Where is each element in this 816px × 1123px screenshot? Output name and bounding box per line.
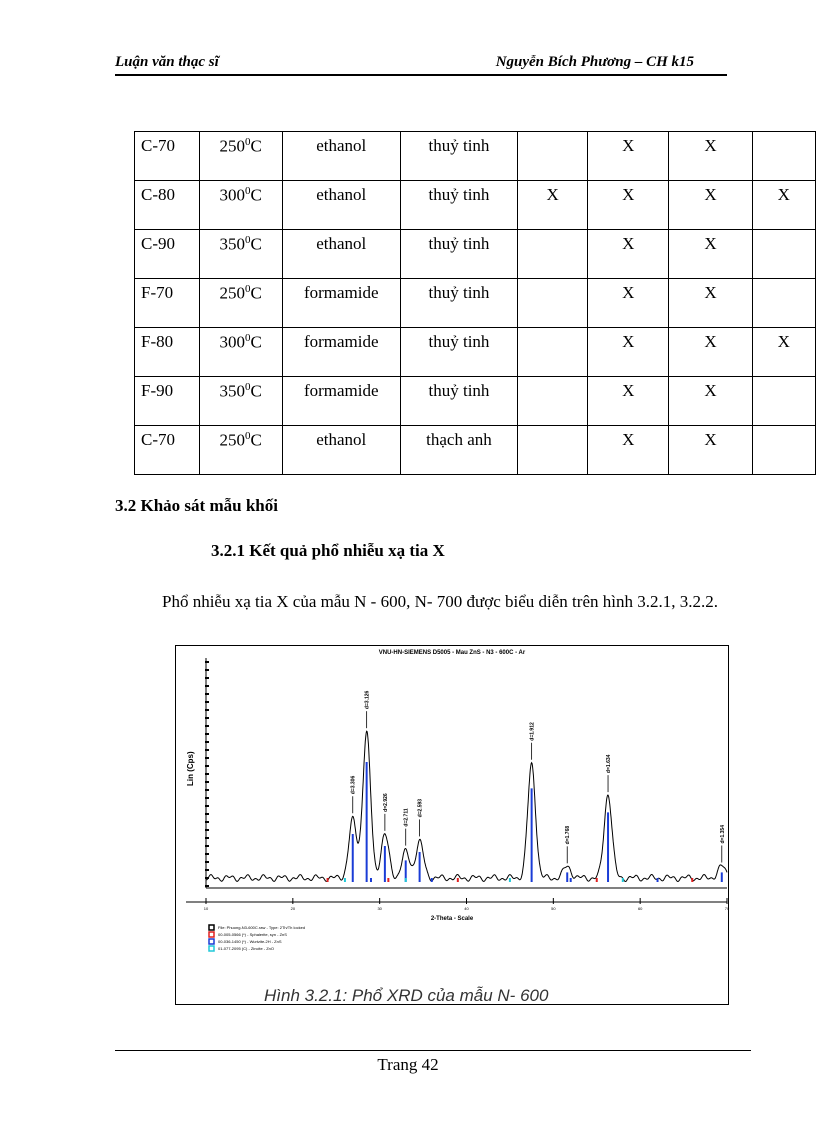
cell-code: F-90 <box>135 377 200 426</box>
cell-substrate: thạch anh <box>400 426 517 475</box>
cell-c2: X <box>588 328 669 377</box>
cell-temperature: $350^0C$ <box>199 230 282 279</box>
cell-c4: X <box>752 181 815 230</box>
subsection-title: 3.2.1 Kết quả phổ nhiễu xạ tia X <box>211 541 445 560</box>
cell-c2: X <box>588 426 669 475</box>
cell-code: F-80 <box>135 328 200 377</box>
x-tick-label: 10 <box>203 906 209 911</box>
cell-c2: X <box>588 230 669 279</box>
peak-label: d=1.912 <box>529 722 536 741</box>
cell-c3: X <box>669 181 752 230</box>
legend-swatch <box>209 939 214 944</box>
cell-c2: X <box>588 132 669 181</box>
x-tick-label: 40 <box>464 906 469 911</box>
cell-c4: X <box>752 328 815 377</box>
legend-entry: 00-036-1450 (*) - Wurtzite-2H - ZnS <box>218 939 282 944</box>
xrd-trace <box>206 731 727 881</box>
cell-solvent: ethanol <box>282 181 400 230</box>
y-axis-label: Lin (Cps) <box>186 751 195 786</box>
table-row <box>135 426 816 475</box>
cell-c1 <box>518 426 588 475</box>
chart-title: VNU-HN-SIEMENS D5005 - Mau ZnS - N3 - 600C - Ar <box>378 650 526 656</box>
section-title: 3.2 Khảo sát mẫu khối <box>115 496 278 515</box>
cell-temperature: $250^0C$ <box>199 279 282 328</box>
cell-substrate: thuỷ tinh <box>400 132 517 181</box>
xrd-figure <box>175 645 729 1005</box>
table-row <box>135 328 816 377</box>
cell-temperature: $300^0C$ <box>199 328 282 377</box>
cell-c3: X <box>669 426 752 475</box>
legend-swatch <box>209 925 214 930</box>
cell-c4 <box>752 132 815 181</box>
cell-c3: X <box>669 132 752 181</box>
cell-solvent: formamide <box>282 328 400 377</box>
cell-solvent: ethanol <box>282 230 400 279</box>
table-row <box>135 230 816 279</box>
x-tick-label: 50 <box>551 906 556 911</box>
x-tick-label: 30 <box>377 906 382 911</box>
body-paragraph: Phổ nhiễu xạ tia X của mẫu N - 600, N- 700 được biểu diễn trên hình 3.2.1, 3.2.2. <box>162 592 718 611</box>
cell-code: C-90 <box>135 230 200 279</box>
footer-rule <box>115 1050 751 1051</box>
cell-solvent: formamide <box>282 377 400 426</box>
cell-temperature: $250^0C$ <box>199 132 282 181</box>
cell-code: C-70 <box>135 132 200 181</box>
cell-c1: X <box>518 181 588 230</box>
x-tick-label: 60 <box>637 906 643 911</box>
cell-solvent: ethanol <box>282 426 400 475</box>
cell-c1 <box>518 377 588 426</box>
cell-c1 <box>518 132 588 181</box>
cell-c3: X <box>669 377 752 426</box>
cell-solvent: formamide <box>282 279 400 328</box>
legend-entry: 00-005-0566 (*) - Sphalerite, syn - ZnS <box>218 932 287 937</box>
cell-c1 <box>518 279 588 328</box>
cell-substrate: thuỷ tinh <box>400 377 517 426</box>
cell-c3: X <box>669 279 752 328</box>
cell-c3: X <box>669 328 752 377</box>
cell-c4 <box>752 279 815 328</box>
peak-label: d=2.593 <box>417 798 424 818</box>
legend-entry: File: Phuong-N3-600C.raw - Type: 2Th/Th locked <box>218 925 306 930</box>
page-header <box>115 52 727 76</box>
cell-solvent: ethanol <box>282 132 400 181</box>
sample-table <box>134 131 816 475</box>
table-row <box>135 377 816 426</box>
cell-c4 <box>752 230 815 279</box>
peak-label: d=3.306 <box>350 775 357 795</box>
peak-label: d=1.768 <box>565 825 572 845</box>
page-number: Trang 42 <box>377 1055 439 1074</box>
peak-label: d=1.354 <box>719 825 726 844</box>
xrd-chart <box>176 646 728 1004</box>
cell-temperature: $350^0C$ <box>199 377 282 426</box>
x-axis-label: 2-Theta - Scale <box>430 916 474 922</box>
figure-caption: Hình 3.2.1: Phổ XRD của mẫu N- 600 <box>264 986 549 1005</box>
cell-c2: X <box>588 377 669 426</box>
peak-label: d=3.126 <box>364 690 371 710</box>
cell-temperature: $250^0C$ <box>199 426 282 475</box>
legend-entry: 01-077-2095 (C) - Zincite - ZnO <box>218 946 275 951</box>
table-row <box>135 181 816 230</box>
table-row <box>135 132 816 181</box>
cell-temperature: $300^0C$ <box>199 181 282 230</box>
table-row <box>135 279 816 328</box>
cell-c1 <box>518 328 588 377</box>
legend-swatch <box>209 932 214 937</box>
peak-label: d=2.711 <box>403 808 410 827</box>
cell-c2: X <box>588 279 669 328</box>
cell-c3: X <box>669 230 752 279</box>
cell-code: F-70 <box>135 279 200 328</box>
peak-label: d=1.634 <box>606 754 613 774</box>
cell-c4 <box>752 426 815 475</box>
cell-substrate: thuỷ tinh <box>400 279 517 328</box>
cell-c2: X <box>588 181 669 230</box>
peak-label: d=2.926 <box>382 793 389 812</box>
cell-code: C-80 <box>135 181 200 230</box>
cell-code: C-70 <box>135 426 200 475</box>
cell-c1 <box>518 230 588 279</box>
cell-substrate: thuỷ tinh <box>400 181 517 230</box>
cell-substrate: thuỷ tinh <box>400 328 517 377</box>
cell-substrate: thuỷ tinh <box>400 230 517 279</box>
x-tick-label: 20 <box>290 906 296 911</box>
cell-c4 <box>752 377 815 426</box>
header-right: Nguyễn Bích Phương – CH k15 <box>495 54 694 70</box>
header-left: Luận văn thạc sĩ <box>115 54 219 70</box>
legend-swatch <box>209 946 214 951</box>
x-tick-label: 70 <box>724 906 730 911</box>
